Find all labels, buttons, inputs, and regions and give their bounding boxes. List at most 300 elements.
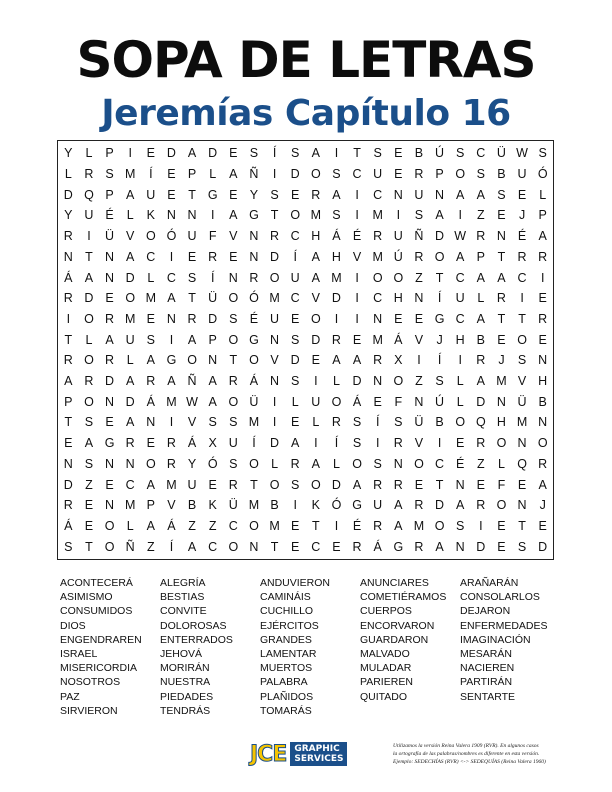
- grid-letter[interactable]: K: [146, 208, 155, 223]
- grid-letter[interactable]: V: [229, 229, 238, 244]
- grid-letter[interactable]: S: [435, 374, 444, 389]
- grid-letter[interactable]: G: [249, 208, 259, 223]
- grid-letter[interactable]: R: [476, 229, 486, 244]
- grid-letter[interactable]: A: [332, 353, 341, 368]
- grid-letter[interactable]: É: [517, 229, 527, 244]
- grid-letter[interactable]: Í: [272, 146, 277, 161]
- grid-letter[interactable]: S: [352, 415, 362, 430]
- grid-letter[interactable]: É: [249, 311, 259, 326]
- grid-letter[interactable]: P: [187, 167, 197, 182]
- grid-letter[interactable]: L: [312, 415, 320, 430]
- grid-letter[interactable]: A: [146, 477, 155, 492]
- grid-letter[interactable]: Ü: [517, 394, 527, 409]
- grid-letter[interactable]: É: [352, 229, 362, 244]
- grid-letter[interactable]: I: [169, 332, 174, 347]
- grid-letter[interactable]: R: [517, 249, 527, 264]
- grid-letter[interactable]: R: [476, 436, 486, 451]
- grid-letter[interactable]: N: [270, 374, 280, 389]
- grid-letter[interactable]: I: [128, 146, 132, 161]
- grid-letter[interactable]: E: [291, 311, 300, 326]
- grid-letter[interactable]: T: [270, 539, 279, 554]
- grid-letter[interactable]: E: [105, 291, 114, 306]
- grid-letter[interactable]: L: [332, 456, 340, 471]
- grid-letter[interactable]: E: [497, 518, 506, 533]
- grid-letter[interactable]: A: [435, 539, 444, 554]
- grid-letter[interactable]: R: [352, 539, 362, 554]
- grid-letter[interactable]: A: [456, 249, 465, 264]
- grid-letter[interactable]: T: [270, 208, 279, 223]
- grid-letter[interactable]: E: [146, 146, 155, 161]
- grid-letter[interactable]: A: [84, 436, 94, 451]
- grid-letter[interactable]: S: [291, 374, 300, 389]
- grid-letter[interactable]: I: [272, 394, 277, 409]
- grid-letter[interactable]: O: [434, 249, 445, 264]
- grid-letter[interactable]: D: [290, 353, 300, 368]
- grid-letter[interactable]: V: [270, 353, 279, 368]
- grid-letter[interactable]: S: [538, 146, 547, 161]
- grid-letter[interactable]: U: [290, 270, 300, 285]
- grid-letter[interactable]: D: [311, 332, 321, 347]
- grid-letter[interactable]: G: [249, 332, 259, 347]
- grid-letter[interactable]: R: [373, 353, 383, 368]
- grid-letter[interactable]: Y: [64, 146, 73, 161]
- grid-letter[interactable]: F: [394, 394, 403, 409]
- grid-letter[interactable]: Í: [437, 353, 442, 368]
- grid-letter[interactable]: O: [352, 456, 362, 471]
- grid-letter[interactable]: E: [146, 436, 155, 451]
- grid-letter[interactable]: C: [476, 146, 486, 161]
- grid-letter[interactable]: N: [105, 456, 115, 471]
- grid-letter[interactable]: S: [332, 167, 341, 182]
- grid-letter[interactable]: V: [126, 229, 135, 244]
- grid-letter[interactable]: X: [394, 353, 403, 368]
- grid-letter[interactable]: M: [124, 498, 136, 513]
- grid-letter[interactable]: B: [414, 146, 424, 161]
- grid-letter[interactable]: E: [497, 208, 506, 223]
- grid-letter[interactable]: Q: [475, 415, 486, 430]
- grid-letter[interactable]: S: [456, 146, 465, 161]
- grid-letter[interactable]: A: [311, 146, 320, 161]
- grid-letter[interactable]: U: [311, 394, 321, 409]
- grid-letter[interactable]: G: [166, 353, 177, 368]
- grid-letter[interactable]: Ó: [207, 456, 218, 471]
- grid-letter[interactable]: I: [293, 498, 297, 513]
- grid-letter[interactable]: L: [456, 394, 464, 409]
- grid-letter[interactable]: D: [435, 229, 445, 244]
- grid-letter[interactable]: N: [249, 539, 259, 554]
- grid-letter[interactable]: S: [456, 518, 465, 533]
- grid-letter[interactable]: C: [228, 518, 238, 533]
- grid-letter[interactable]: O: [496, 498, 507, 513]
- grid-letter[interactable]: U: [373, 498, 383, 513]
- grid-letter[interactable]: M: [124, 311, 136, 326]
- grid-letter[interactable]: É: [105, 208, 114, 223]
- grid-letter[interactable]: C: [455, 311, 465, 326]
- grid-letter[interactable]: Y: [64, 208, 73, 223]
- grid-letter[interactable]: N: [249, 229, 259, 244]
- grid-letter[interactable]: D: [476, 539, 486, 554]
- grid-letter[interactable]: N: [373, 311, 383, 326]
- grid-letter[interactable]: A: [456, 187, 465, 202]
- grid-letter[interactable]: S: [229, 456, 238, 471]
- grid-letter[interactable]: T: [311, 518, 320, 533]
- grid-letter[interactable]: I: [169, 415, 174, 430]
- grid-letter[interactable]: O: [84, 394, 94, 409]
- grid-letter[interactable]: R: [331, 332, 341, 347]
- grid-letter[interactable]: A: [126, 249, 135, 264]
- grid-letter[interactable]: S: [517, 539, 527, 554]
- grid-letter[interactable]: C: [208, 539, 218, 554]
- grid-letter[interactable]: A: [167, 291, 176, 306]
- grid-letter[interactable]: E: [497, 539, 506, 554]
- grid-letter[interactable]: J: [518, 208, 526, 223]
- grid-letter[interactable]: Ñ: [414, 229, 424, 244]
- grid-letter[interactable]: E: [517, 187, 527, 202]
- grid-letter[interactable]: E: [105, 415, 114, 430]
- grid-letter[interactable]: H: [311, 229, 321, 244]
- grid-letter[interactable]: E: [291, 415, 300, 430]
- grid-letter[interactable]: E: [311, 353, 320, 368]
- grid-letter[interactable]: Ó: [331, 498, 342, 513]
- grid-letter[interactable]: A: [311, 270, 320, 285]
- grid-letter[interactable]: R: [538, 311, 548, 326]
- grid-letter[interactable]: A: [146, 518, 155, 533]
- grid-letter[interactable]: O: [310, 311, 321, 326]
- grid-letter[interactable]: A: [538, 477, 547, 492]
- grid-letter[interactable]: I: [396, 208, 401, 223]
- grid-letter[interactable]: Á: [394, 332, 403, 347]
- grid-letter[interactable]: O: [125, 291, 136, 306]
- grid-letter[interactable]: S: [394, 415, 403, 430]
- grid-letter[interactable]: E: [414, 311, 424, 326]
- grid-letter[interactable]: L: [147, 270, 155, 285]
- grid-letter[interactable]: S: [332, 208, 341, 223]
- grid-letter[interactable]: C: [311, 539, 321, 554]
- grid-letter[interactable]: E: [105, 477, 114, 492]
- grid-letter[interactable]: O: [372, 270, 383, 285]
- grid-letter[interactable]: U: [414, 187, 424, 202]
- grid-letter[interactable]: E: [497, 332, 506, 347]
- grid-letter[interactable]: R: [270, 229, 280, 244]
- grid-letter[interactable]: R: [63, 353, 73, 368]
- grid-letter[interactable]: R: [208, 249, 218, 264]
- grid-letter[interactable]: L: [126, 518, 134, 533]
- grid-letter[interactable]: T: [497, 249, 506, 264]
- grid-letter[interactable]: B: [538, 394, 547, 409]
- grid-letter[interactable]: M: [496, 374, 507, 389]
- grid-letter[interactable]: O: [455, 415, 466, 430]
- grid-letter[interactable]: S: [146, 332, 155, 347]
- grid-letter[interactable]: O: [517, 332, 527, 347]
- grid-letter[interactable]: T: [64, 332, 73, 347]
- grid-letter[interactable]: S: [291, 146, 300, 161]
- grid-letter[interactable]: G: [352, 498, 362, 513]
- grid-letter[interactable]: S: [476, 167, 485, 182]
- grid-letter[interactable]: B: [435, 415, 444, 430]
- grid-letter[interactable]: U: [146, 187, 156, 202]
- grid-letter[interactable]: P: [476, 249, 485, 264]
- grid-letter[interactable]: R: [373, 518, 383, 533]
- grid-letter[interactable]: Z: [208, 518, 217, 533]
- grid-letter[interactable]: E: [538, 518, 547, 533]
- grid-letter[interactable]: O: [310, 167, 321, 182]
- grid-letter[interactable]: Á: [64, 270, 73, 285]
- grid-letter[interactable]: H: [496, 415, 506, 430]
- grid-letter[interactable]: L: [64, 167, 72, 182]
- grid-letter[interactable]: F: [497, 477, 506, 492]
- grid-letter[interactable]: H: [331, 249, 341, 264]
- grid-letter[interactable]: A: [456, 498, 465, 513]
- grid-letter[interactable]: M: [269, 291, 280, 306]
- grid-letter[interactable]: E: [229, 146, 238, 161]
- grid-letter[interactable]: Ó: [166, 229, 177, 244]
- grid-letter[interactable]: D: [331, 477, 341, 492]
- grid-letter[interactable]: I: [520, 291, 524, 306]
- grid-letter[interactable]: B: [187, 498, 197, 513]
- grid-letter[interactable]: E: [517, 477, 527, 492]
- grid-letter[interactable]: N: [538, 415, 548, 430]
- grid-letter[interactable]: G: [434, 311, 445, 326]
- grid-letter[interactable]: E: [229, 187, 238, 202]
- grid-letter[interactable]: N: [270, 332, 280, 347]
- grid-letter[interactable]: R: [311, 187, 321, 202]
- grid-letter[interactable]: L: [85, 332, 93, 347]
- grid-letter[interactable]: T: [250, 477, 258, 492]
- grid-letter[interactable]: C: [290, 291, 300, 306]
- grid-letter[interactable]: E: [291, 539, 300, 554]
- grid-letter[interactable]: A: [352, 353, 362, 368]
- grid-letter[interactable]: U: [393, 229, 403, 244]
- grid-letter[interactable]: R: [166, 436, 176, 451]
- grid-letter[interactable]: D: [290, 167, 300, 182]
- grid-letter[interactable]: N: [517, 498, 527, 513]
- grid-letter[interactable]: Z: [476, 208, 485, 223]
- grid-letter[interactable]: N: [373, 374, 383, 389]
- grid-letter[interactable]: E: [229, 249, 238, 264]
- grid-letter[interactable]: S: [84, 456, 94, 471]
- grid-letter[interactable]: A: [126, 187, 135, 202]
- grid-letter[interactable]: U: [373, 167, 383, 182]
- grid-letter[interactable]: O: [104, 518, 115, 533]
- grid-letter[interactable]: I: [314, 374, 318, 389]
- grid-letter[interactable]: R: [249, 270, 259, 285]
- grid-letter[interactable]: P: [105, 146, 114, 161]
- grid-letter[interactable]: N: [496, 394, 506, 409]
- grid-letter[interactable]: D: [352, 374, 362, 389]
- grid-letter[interactable]: M: [166, 394, 177, 409]
- grid-letter[interactable]: O: [393, 270, 404, 285]
- grid-letter[interactable]: Z: [415, 374, 423, 389]
- grid-letter[interactable]: N: [393, 456, 403, 471]
- grid-letter[interactable]: C: [517, 270, 527, 285]
- grid-letter[interactable]: M: [372, 208, 383, 223]
- grid-letter[interactable]: E: [84, 518, 94, 533]
- grid-letter[interactable]: I: [375, 436, 380, 451]
- grid-letter[interactable]: E: [476, 477, 485, 492]
- grid-letter[interactable]: Q: [517, 456, 527, 471]
- grid-letter[interactable]: R: [63, 229, 73, 244]
- grid-letter[interactable]: A: [146, 353, 155, 368]
- grid-letter[interactable]: I: [355, 208, 359, 223]
- grid-letter[interactable]: N: [414, 291, 424, 306]
- grid-letter[interactable]: Z: [415, 270, 423, 285]
- grid-letter[interactable]: M: [331, 270, 342, 285]
- grid-letter[interactable]: C: [352, 167, 362, 182]
- grid-letter[interactable]: T: [518, 311, 526, 326]
- grid-letter[interactable]: I: [355, 187, 359, 202]
- grid-letter[interactable]: A: [126, 415, 135, 430]
- grid-letter[interactable]: D: [538, 539, 548, 554]
- grid-letter[interactable]: N: [393, 187, 403, 202]
- grid-letter[interactable]: E: [538, 291, 547, 306]
- grid-letter[interactable]: Z: [188, 518, 196, 533]
- grid-letter[interactable]: R: [331, 415, 341, 430]
- grid-letter[interactable]: E: [414, 477, 424, 492]
- grid-letter[interactable]: Á: [187, 436, 197, 451]
- grid-letter[interactable]: A: [167, 374, 176, 389]
- grid-letter[interactable]: Í: [210, 270, 215, 285]
- grid-letter[interactable]: Ü: [208, 291, 218, 306]
- grid-letter[interactable]: E: [84, 498, 94, 513]
- grid-letter[interactable]: R: [187, 311, 197, 326]
- grid-letter[interactable]: T: [85, 539, 93, 554]
- grid-letter[interactable]: O: [249, 518, 259, 533]
- grid-letter[interactable]: N: [63, 456, 73, 471]
- grid-letter[interactable]: D: [63, 477, 73, 492]
- grid-letter[interactable]: O: [414, 456, 424, 471]
- grid-letter[interactable]: A: [394, 518, 403, 533]
- grid-letter[interactable]: N: [249, 249, 259, 264]
- grid-letter[interactable]: Q: [84, 187, 94, 202]
- grid-letter[interactable]: Ñ: [249, 167, 259, 182]
- grid-letter[interactable]: R: [125, 436, 135, 451]
- grid-letter[interactable]: I: [458, 353, 462, 368]
- grid-letter[interactable]: E: [291, 518, 300, 533]
- grid-letter[interactable]: L: [209, 167, 217, 182]
- grid-letter[interactable]: L: [85, 146, 93, 161]
- grid-letter[interactable]: O: [249, 353, 259, 368]
- grid-letter[interactable]: L: [126, 208, 134, 223]
- grid-letter[interactable]: M: [269, 518, 280, 533]
- grid-letter[interactable]: P: [105, 187, 114, 202]
- grid-letter[interactable]: M: [166, 477, 177, 492]
- grid-letter[interactable]: A: [126, 374, 135, 389]
- grid-letter[interactable]: G: [207, 187, 218, 202]
- grid-letter[interactable]: R: [105, 311, 115, 326]
- grid-letter[interactable]: Á: [373, 539, 382, 554]
- grid-letter[interactable]: D: [476, 394, 486, 409]
- grid-letter[interactable]: T: [64, 415, 73, 430]
- grid-letter[interactable]: C: [373, 291, 383, 306]
- grid-letter[interactable]: N: [496, 229, 506, 244]
- grid-letter[interactable]: I: [169, 249, 174, 264]
- grid-letter[interactable]: E: [64, 436, 73, 451]
- grid-letter[interactable]: I: [355, 270, 359, 285]
- grid-letter[interactable]: O: [187, 353, 197, 368]
- grid-letter[interactable]: N: [105, 498, 115, 513]
- grid-letter[interactable]: A: [208, 394, 217, 409]
- grid-letter[interactable]: Ñ: [125, 539, 135, 554]
- grid-letter[interactable]: O: [393, 374, 404, 389]
- grid-letter[interactable]: D: [208, 146, 218, 161]
- grid-letter[interactable]: R: [414, 167, 424, 182]
- grid-letter[interactable]: O: [537, 436, 548, 451]
- grid-letter[interactable]: O: [496, 436, 507, 451]
- grid-letter[interactable]: T: [518, 518, 526, 533]
- grid-letter[interactable]: Ú: [435, 146, 445, 161]
- grid-letter[interactable]: R: [476, 498, 486, 513]
- grid-letter[interactable]: A: [291, 436, 300, 451]
- grid-letter[interactable]: E: [167, 187, 176, 202]
- grid-letter[interactable]: A: [476, 374, 485, 389]
- grid-letter[interactable]: V: [414, 436, 424, 451]
- grid-letter[interactable]: H: [538, 374, 548, 389]
- grid-letter[interactable]: O: [434, 518, 445, 533]
- grid-letter[interactable]: Ó: [249, 291, 259, 306]
- grid-letter[interactable]: Ü: [249, 394, 259, 409]
- grid-letter[interactable]: R: [496, 291, 506, 306]
- grid-letter[interactable]: O: [84, 311, 94, 326]
- grid-letter[interactable]: D: [270, 249, 280, 264]
- grid-letter[interactable]: S: [229, 311, 238, 326]
- grid-letter[interactable]: D: [435, 498, 445, 513]
- grid-letter[interactable]: V: [517, 374, 527, 389]
- grid-letter[interactable]: I: [210, 208, 215, 223]
- grid-letter[interactable]: O: [145, 456, 156, 471]
- grid-letter[interactable]: U: [187, 477, 197, 492]
- grid-letter[interactable]: I: [540, 270, 545, 285]
- grid-letter[interactable]: Í: [149, 167, 153, 182]
- grid-letter[interactable]: D: [125, 394, 135, 409]
- grid-letter[interactable]: T: [188, 291, 196, 306]
- grid-letter[interactable]: Á: [64, 518, 73, 533]
- grid-letter[interactable]: S: [497, 187, 506, 202]
- grid-letter[interactable]: A: [105, 332, 114, 347]
- grid-letter[interactable]: Á: [352, 394, 362, 409]
- grid-letter[interactable]: R: [414, 498, 424, 513]
- grid-letter[interactable]: D: [270, 436, 280, 451]
- grid-letter[interactable]: Í: [169, 539, 174, 554]
- grid-letter[interactable]: T: [229, 353, 238, 368]
- grid-letter[interactable]: N: [105, 270, 115, 285]
- grid-letter[interactable]: R: [373, 229, 383, 244]
- grid-letter[interactable]: S: [187, 270, 197, 285]
- grid-letter[interactable]: U: [270, 311, 280, 326]
- grid-letter[interactable]: R: [373, 477, 383, 492]
- grid-letter[interactable]: Í: [293, 249, 297, 264]
- grid-letter[interactable]: E: [394, 146, 403, 161]
- grid-letter[interactable]: S: [229, 415, 238, 430]
- grid-letter[interactable]: S: [414, 208, 424, 223]
- grid-letter[interactable]: F: [208, 229, 217, 244]
- grid-letter[interactable]: I: [417, 353, 421, 368]
- grid-letter[interactable]: Á: [146, 394, 155, 409]
- grid-letter[interactable]: W: [454, 229, 467, 244]
- grid-letter[interactable]: I: [437, 436, 442, 451]
- grid-letter[interactable]: B: [270, 498, 279, 513]
- grid-letter[interactable]: A: [187, 146, 197, 161]
- grid-letter[interactable]: O: [104, 539, 115, 554]
- grid-letter[interactable]: S: [105, 167, 114, 182]
- grid-letter[interactable]: S: [64, 539, 73, 554]
- grid-letter[interactable]: A: [476, 311, 485, 326]
- grid-letter[interactable]: I: [355, 291, 359, 306]
- grid-letter[interactable]: S: [291, 332, 300, 347]
- grid-letter[interactable]: T: [188, 187, 196, 202]
- grid-letter[interactable]: L: [126, 353, 134, 368]
- grid-letter[interactable]: Y: [187, 456, 197, 471]
- grid-letter[interactable]: O: [228, 539, 239, 554]
